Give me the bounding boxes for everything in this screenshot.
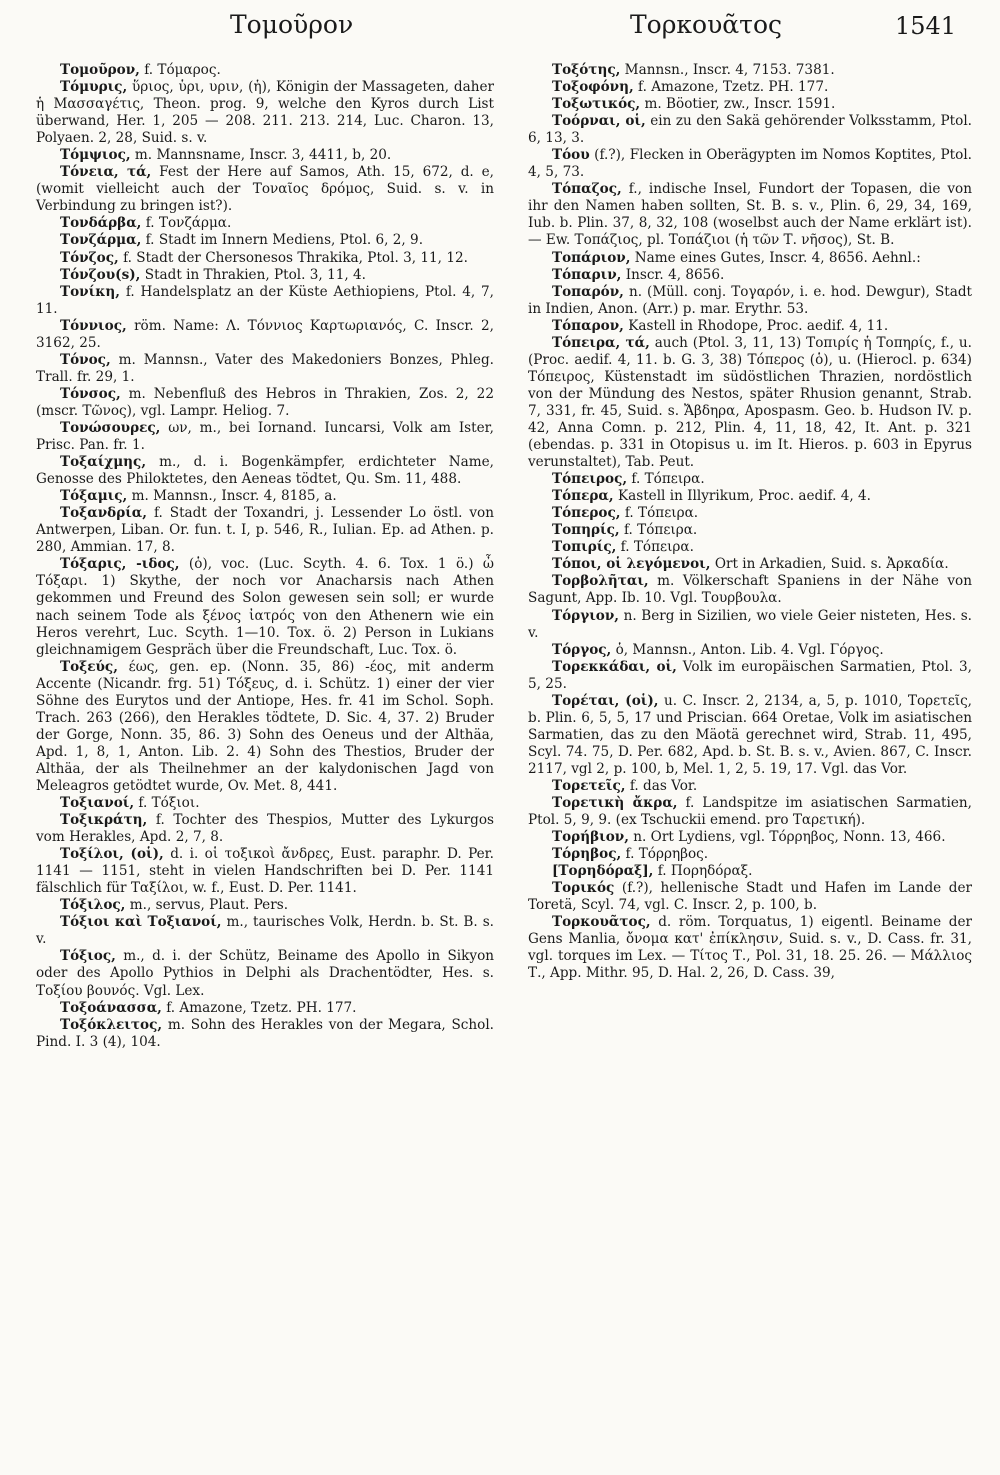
- entry-body: n. (Müll. conj. Τογαρόν, i. e. hod. Dewgur), Stadt in Indien, Anon. (Arr.) p. mar. Erythr. 53.: [528, 283, 972, 317]
- dictionary-entry: [528, 335, 972, 471]
- dictionary-entry: [36, 1017, 494, 1051]
- left-column: [36, 62, 494, 1051]
- dictionary-entry: [36, 164, 494, 215]
- entry-body: Kastell in Rhodope, Proc. aedif. 4, 11.: [628, 317, 889, 334]
- entry-body: f. Tochter des Thespios, Mutter des Lykurgos vom Herakles, Apd. 2, 7, 8.: [36, 812, 494, 846]
- entry-body: d. röm. Torquatus, 1) eigentl. Beiname der Gens Manlia, ὄνομα κατ' ἐπίκλησιν, Suid. s. v., D. Cass. fr. 31, vgl. torques im Lex. — Τίτος Τ., Pol. 31, 18. 25. 26. — Μάλλιος Τ., App. Mithr. 95, D. Hal. 2, 26, D. Cass. 39,: [528, 914, 972, 982]
- entry-body: u. C. Inscr. 2, 2134, a, 5, p. 1010, Τορετεῖς, b. Plin. 6, 5, 5, 17 und Priscian. 664 Oretae, Volk im asiatischen Sarmatien, das zu den Mäotä gerechnet wird, Strab. 11, 495, Scyl. 74. 75, D. Per. 682, Apd. b. St. B. s. v., Avien. 867, C. Inscr. 2117, vgl 2, p. 100, b, Mel. 1, 2, 5. 19, 17. Vgl. das Vor.: [528, 692, 972, 777]
- entry-headword: Τοξικράτη,: [60, 812, 148, 829]
- entry-body: Stadt in Thrakien, Ptol. 3, 11, 4.: [144, 266, 366, 283]
- entry-headword: Τοξαίχμης,: [60, 454, 147, 471]
- entry-body: Ort in Arkadien, Suid. s. Ἀρκαδία.: [714, 556, 949, 573]
- entry-headword: Τοξόκλειτος,: [60, 1016, 163, 1033]
- dictionary-entry: [528, 147, 972, 181]
- entry-headword: Τοξιανοί,: [60, 795, 135, 812]
- entry-body: ὕριος, ὑρι, υριν, (ἡ), Königin der Massageten, daher ἡ Μασσαγέτις, Theon. prog. 9, welche den Kyros durch List überwand, Her. 1, 205 — 208. 211. 213. 214, Luc. Charon. 13, Polyaen. 2, 28, Suid. s. v.: [36, 79, 494, 147]
- dictionary-entry: [36, 386, 494, 420]
- entry-body: (ὁ), voc. (Luc. Scyth. 4. 6. Tox. 1 ö.) ὦ Τόξαρι. 1) Skythe, der noch vor Anacharsis nach Athen gekommen und Freund des Solon gewesen sein soll; er wurde nach seinem Tode als ξένος ἰατρός von den Athenern wie ein Heros verehrt, Luc. Scyth. 1—10. Tox. ö. 2) Person in Lukians gleichnamigem Gespräch über die Freundschaft, Luc. Tox. ö.: [36, 556, 494, 658]
- dictionary-entry: [36, 846, 494, 897]
- entry-headword: Τορεκκάδαι, οἱ,: [552, 658, 677, 675]
- entry-body: d. i. οἱ τοξικοὶ ἄνδρες, Eust. paraphr. D. Per. 1141 — 1151, steht in vielen Handschriften bei D. Per. 1141 fälschlich für Ταξίλοι, w. f., Eust. D. Per. 1141.: [36, 846, 494, 897]
- entry-body: m. Nebenfluß des Hebros in Thrakien, Zos. 2, 22 (mscr. Τῶνος), vgl. Lampr. Heliog. 7.: [36, 385, 494, 419]
- entry-body: f. Amazone, Tzetz. PH. 177.: [638, 79, 829, 96]
- dictionary-entry: [528, 795, 972, 829]
- entry-headword: Τορβολῆται,: [552, 573, 649, 590]
- dictionary-entry: [36, 505, 494, 556]
- dictionary-entry: [528, 284, 972, 318]
- dictionary-entry: [36, 318, 494, 352]
- entry-headword: Τόπαριν,: [552, 266, 622, 283]
- dictionary-entry: [36, 250, 494, 267]
- entry-headword: Τορήβιον,: [552, 829, 629, 846]
- entry-body: f. Τόρρηβος.: [625, 846, 709, 863]
- entry-headword: Τόπαρον,: [552, 317, 624, 334]
- dictionary-entry: [36, 812, 494, 846]
- entry-body: f. Landspitze im asiatischen Sarmatien, Ptol. 5, 9, 9. (ex Tschuckii emend. pro Ταρετική).: [528, 795, 972, 829]
- dictionary-entry: [528, 642, 972, 659]
- entry-body: m., d. i. der Schütz, Beiname des Apollo in Sikyon oder des Apollo Pythios in Delphi als Drachentödter, Hes. s. Τοξίου βουνός. Vgl. Lex.: [36, 948, 495, 999]
- entry-headword: Τόνσος,: [60, 385, 121, 402]
- entry-body: m., d. i. Bogenkämpfer, erdichteter Name, Genosse des Philoktetes, den Aeneas tödtet, Qu. Sm. 11, 488.: [36, 454, 494, 488]
- dictionary-entry: [36, 215, 494, 232]
- entry-body: f. Τόπειρα.: [631, 471, 705, 488]
- entry-headword: Τοξοφόνη,: [552, 79, 634, 96]
- entry-headword: Τόμυρις,: [60, 79, 128, 96]
- entry-body: m., taurisches Volk, Herdn. b. St. B. s. v.: [36, 914, 494, 948]
- entry-body: ein zu den Sakä gehörender Volksstamm, Ptol. 6, 13, 3.: [528, 113, 972, 147]
- dictionary-entry: [528, 846, 972, 863]
- entry-body: m., servus, Plaut. Pers.: [129, 897, 289, 914]
- entry-headword: Τόνζου(s),: [60, 266, 141, 283]
- dictionary-entry: [36, 454, 494, 488]
- entry-body: Kastell in Illyrikum, Proc. aedif. 4, 4.: [617, 488, 871, 505]
- entry-body: f. Stadt der Toxandri, j. Lessender Lo östl. von Antwerpen, Liban. Or. fun. t. I, p. 546, R., Iulian. Ep. ad Athen. p. 280, Ammian. 17, 8.: [36, 505, 494, 556]
- dictionary-entry: [36, 1000, 494, 1017]
- entry-headword: Τονδάρβα,: [60, 215, 142, 232]
- dictionary-entry: [36, 914, 494, 948]
- entry-headword: Τόξιλος,: [60, 897, 126, 914]
- entry-headword: Τορετεῖς,: [552, 777, 626, 794]
- dictionary-entry: [36, 232, 494, 249]
- entry-headword: Τονζάρμα,: [60, 232, 142, 249]
- entry-headword: Τόπερα,: [552, 488, 614, 505]
- dictionary-entry: [528, 488, 972, 505]
- entry-headword: Τόπερος,: [552, 505, 621, 522]
- entry-body: f. Τονζάρμα.: [145, 215, 232, 232]
- entry-body: f. Handelsplatz an der Küste Aethiopiens, Ptol. 4, 7, 11.: [36, 283, 495, 317]
- entry-body: Name eines Gutes, Inscr. 4, 8656. Aehnl.:: [634, 249, 921, 266]
- dictionary-entry: [528, 505, 972, 522]
- entry-headword: Τοόρναι, οἱ,: [552, 113, 646, 130]
- entry-body: f. Τόπειρα.: [624, 505, 699, 522]
- dictionary-entry: [36, 420, 494, 454]
- entry-headword: Τόνζος,: [60, 249, 119, 266]
- entry-body: m. Sohn des Herakles von der Megara, Schol. Pind. I. 3 (4), 104.: [36, 1016, 495, 1050]
- entry-headword: Τοξοάνασσα,: [60, 999, 162, 1016]
- entry-body: Fest der Here auf Samos, Ath. 15, 672, d. e, (womit vielleicht auch der Τοναῖος δρόμος, Suid. s. v. in Verbindung zu bringen ist?).: [36, 164, 494, 215]
- dictionary-entry: [528, 539, 972, 556]
- entry-body: f. Πορηδόραξ.: [657, 863, 753, 880]
- entry-headword: Τόπαζος,: [552, 181, 622, 198]
- dictionary-entry: [528, 318, 972, 335]
- entry-body: f. Τόπειρα.: [620, 539, 694, 556]
- dictionary-entry: [36, 267, 494, 284]
- dictionary-entry: [36, 62, 494, 79]
- entry-headword: Τόπειρα, τά,: [552, 334, 650, 351]
- dictionary-entry: [528, 113, 972, 147]
- entry-body: (f.?), hellenische Stadt und Hafen im Lande der Toretä, Scyl. 74, vgl. C. Inscr. 2, p. 100, b.: [528, 880, 972, 914]
- entry-body: Mannsn., Inscr. 4, 7153. 7381.: [624, 62, 835, 78]
- entry-headword: Τοξίλοι, (οἱ),: [60, 846, 164, 863]
- entry-body: έως, gen. ep. (Nonn. 35, 86) -έος, mit anderm Accente (Nicandr. frg. 51) Τόξευς, d. i. Schütz. 1) einer der vier Söhne des Eurytos und der Antiope, Hes. fr. 41 im Schol. Soph. Trach. 263 (266), den Herakles tödtete, D. Sic. 4, 37. 2) Bruder der Gorge, Nonn. 35, 86. 3) Sohn des Oeneus und der Althäa, Apd. 1, 8, 1, Anton. Lib. 2. 4) Sohn des Thestios, Bruder der Althäa, der als Theilnehmer an der kalydonischen Jagd von Meleagros getödtet wurde, Ov. Met. 8, 441.: [36, 658, 495, 794]
- entry-headword: Τόρηβος,: [552, 846, 622, 863]
- entry-body: f. Stadt der Chersonesos Thrakika, Ptol. 3, 11, 12.: [123, 249, 468, 266]
- entry-body: auch (Ptol. 3, 11, 13) Τοπιρίς ἡ Τοπηρίς, f., u. (Proc. aedif. 4, 11. b. G. 3, 38) Τόπερος (ὁ), u. (Hierocl. p. 634) Τόπειρος, Küstenstadt im südöstlichen Thrazien, nordöstlich von der Mündung des Nestos, später Rhusion genannt, Strab. 7, 331, fr. 45, Suid. s. Ἄβδηρα, Apospasm. Geo. b. Hudson IV. p. 42, Anna Comn. p. 212, Plin. 4, 11, 18, 42, It. Ant. p. 321 (ebendas. p. 331 in Otopisus u. im It. Hieros. p. 603 in Epyrus verunstaltet), Tab. Peut.: [528, 334, 972, 471]
- dictionary-entry: [36, 79, 494, 147]
- entry-headword: Τοπάριον,: [552, 249, 631, 266]
- entry-body: Inscr. 4, 8656.: [625, 266, 725, 283]
- dictionary-entry: [36, 556, 494, 658]
- entry-body: f. Stadt im Innern Mediens, Ptol. 6, 2, 9.: [145, 232, 424, 249]
- dictionary-entry: [528, 914, 972, 982]
- entry-body: m. Mannsn., Vater des Makedoniers Bonzes, Phleg. Trall. fr. 29, 1.: [36, 351, 494, 385]
- entry-body: f. Amazone, Tzetz. PH. 177.: [166, 999, 357, 1016]
- entry-body: röm. Name: Λ. Τόννιος Καρτωριανός, C. Inscr. 2, 3162, 25.: [36, 317, 495, 351]
- dictionary-entry: [528, 62, 972, 79]
- entry-headword: Τοξεύς,: [60, 658, 118, 675]
- entry-body: n. Berg in Sizilien, wo viele Geier nisteten, Hes. s. v.: [528, 607, 973, 641]
- entry-body: (f.?), Flecken in Oberägypten im Nomos Koptites, Ptol. 4, 5, 73.: [528, 147, 972, 181]
- dictionary-entry: [528, 608, 972, 642]
- dictionary-entry: [36, 147, 494, 164]
- entry-headword: Τόμψιος,: [60, 147, 131, 164]
- entry-headword: Τοξότης,: [552, 62, 621, 78]
- entry-headword: Τονίκη,: [60, 283, 120, 300]
- dictionary-entry: [528, 778, 972, 795]
- entry-headword: Τόργος,: [552, 641, 612, 658]
- dictionary-entry: [528, 573, 972, 607]
- entry-headword: Τόξιοι καὶ Τοξιανοί,: [60, 914, 222, 931]
- entry-headword: Τοξωτικός,: [552, 96, 641, 113]
- right-column: [528, 62, 972, 983]
- entry-headword: Τορικός: [552, 880, 615, 897]
- page-number: 1541: [895, 12, 957, 40]
- dictionary-entry: [36, 488, 494, 505]
- dictionary-entry: [36, 352, 494, 386]
- dictionary-entry: [528, 522, 972, 539]
- entry-headword: Τονώσουρες,: [60, 419, 161, 436]
- dictionary-entry: [528, 693, 972, 778]
- entry-headword: Τορετικὴ ἄκρα,: [552, 795, 678, 812]
- entry-headword: Τόποι, οἱ λεγόμενοι,: [552, 556, 711, 573]
- entry-headword: [Τορηδόραξ],: [552, 863, 654, 880]
- dictionary-entry: [36, 795, 494, 812]
- entry-body: Volk im europäischen Sarmatien, Ptol. 3, 5, 25.: [528, 658, 972, 692]
- dictionary-entry: [528, 471, 972, 488]
- entry-body: f., indische Insel, Fundort der Topasen, die von ihr den Namen haben sollten, St. B. s. v., Plin. 6, 29, 34, 169, Iub. b. Plin. 37, 8, 32, 108 (woselbst auch der Name erklärt ist). — Ew. Τοπάζιος, pl. Τοπάζιοι (ἡ τῶν Τ. νῆσος), St. B.: [528, 181, 972, 249]
- entry-headword: Τόξιος,: [60, 948, 116, 965]
- entry-headword: Τόννιος,: [60, 317, 127, 334]
- dictionary-entry: [528, 659, 972, 693]
- dictionary-entry: [528, 829, 972, 846]
- dictionary-entry: [528, 267, 972, 284]
- dictionary-entry: [528, 863, 972, 880]
- entry-body: m. Völkerschaft Spaniens in der Nähe von Sagunt, App. Ib. 10. Vgl. Τουρβουλα.: [528, 573, 972, 607]
- dictionary-entry: [36, 948, 494, 999]
- dictionary-entry: [528, 556, 972, 573]
- entry-headword: Τοπιρίς,: [552, 539, 617, 556]
- entry-body: ὁ, Mannsn., Anton. Lib. 4. Vgl. Γόργος.: [615, 641, 884, 658]
- entry-body: m. Mannsn., Inscr. 4, 8185, a.: [131, 488, 337, 505]
- running-head-right: Τορκουᾶτος: [630, 10, 783, 39]
- dictionary-entry: [528, 96, 972, 113]
- dictionary-entry: [36, 284, 494, 318]
- entry-body: ων, m., bei Iornand. Iuncarsi, Volk am Ister, Prisc. Pan. fr. 1.: [36, 419, 494, 454]
- entry-headword: Τόνος,: [60, 351, 111, 368]
- entry-headword: Τομοῦρον,: [60, 62, 140, 78]
- entry-headword: Τοξανδρία,: [60, 505, 148, 522]
- entry-headword: Τοπαρόν,: [552, 283, 624, 300]
- dictionary-entry: [528, 79, 972, 96]
- entry-body: f. Τόξιοι.: [138, 795, 200, 812]
- dictionary-entry: [528, 250, 972, 267]
- entry-headword: Τοπηρίς,: [552, 522, 620, 539]
- entry-headword: Τόργιον,: [552, 607, 620, 624]
- dictionary-entry: [36, 659, 494, 795]
- entry-body: m. Mannsname, Inscr. 3, 4411, b, 20.: [134, 147, 392, 164]
- entry-headword: Τόπειρος,: [552, 471, 628, 488]
- dictionary-entry: [528, 181, 972, 249]
- entry-body: m. Böotier, zw., Inscr. 1591.: [644, 96, 836, 113]
- running-head-left: Τομοῦρον: [230, 10, 354, 39]
- entry-headword: Τόου: [552, 147, 590, 164]
- entry-headword: Τορέται, (οἱ),: [552, 692, 659, 709]
- dictionary-entry: [528, 880, 972, 914]
- entry-body: f. das Vor.: [629, 777, 698, 794]
- dictionary-entry: [36, 897, 494, 914]
- entry-body: f. Τόμαρος.: [144, 62, 221, 78]
- entry-headword: Τόξαρις, -ιδος,: [60, 556, 180, 573]
- entry-headword: Τορκουᾶτος,: [552, 914, 651, 931]
- entry-body: f. Τόπειρα.: [623, 522, 698, 539]
- entry-headword: Τόξαμις,: [60, 488, 128, 505]
- entry-headword: Τόνεια, τά,: [60, 164, 152, 181]
- entry-body: n. Ort Lydiens, vgl. Τόρρηβος, Nonn. 13, 466.: [633, 829, 946, 846]
